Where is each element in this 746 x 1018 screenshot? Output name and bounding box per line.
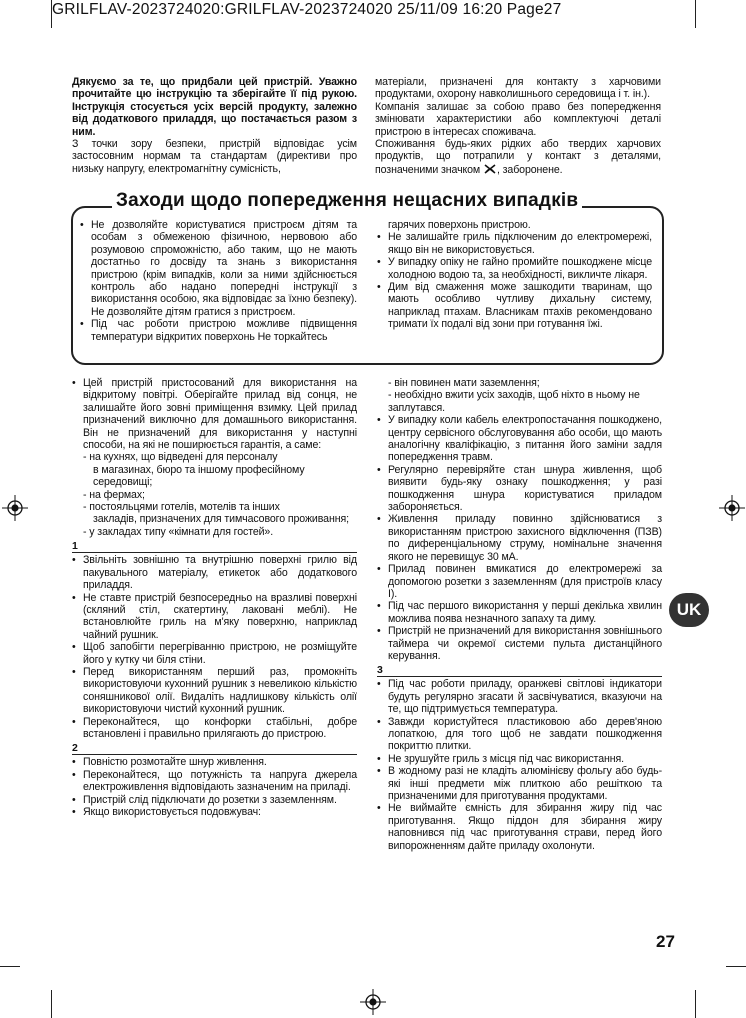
intro-food: Споживання будь-яких рідких або твердих харчових продуктів, що потрапили у контакт з деталями, позначеними значком , заборонене. xyxy=(375,138,661,176)
warning-item: • У випадку опіку не гайно промийте пошкоджене місце холодною водою та, за необхідності, викличте лікаря. xyxy=(377,256,652,281)
warning-item: • Дим від смаження може зашкодити тваринам, що мають особливо чутливу дихальну систему, наприклад птахам. Власникам птахів рекомендовано тримати їх подалі від зони при готування їжі. xyxy=(377,281,652,331)
usage-exclusion-cont: закладів, призначених для тимчасового проживання; xyxy=(93,513,349,526)
list-item: • Живлення приладу повинно здійснюватися з використанням пристрою захисного відключення (ПЗВ) по диференціальному струму, номінальне значення якого не перевищує 30 мА. xyxy=(377,513,662,563)
warning-right-column xyxy=(377,219,652,331)
crop-mark xyxy=(51,0,52,28)
list-item: • Переконайтеся, що конфорки стабільні, добре встановлені і правильно прилягають до пристрою. xyxy=(72,716,357,741)
registration-mark-icon xyxy=(2,495,28,521)
intro-left xyxy=(72,76,357,175)
list-item: • Регулярно перевіряйте стан шнура живлення, щоб виявити будь-яку ознаку пошкодження; у разі пошкодження шнура користуватися приладом забороняється. xyxy=(377,464,662,514)
list-item: • Завжди користуйтеся пластиковою або дерев'яною лопаткою, для того щоб не завдати пошкодження покриттю плитки. xyxy=(377,716,662,753)
crop-mark xyxy=(0,966,20,967)
warning-title: Заходи щодо попередження нещасних випадків xyxy=(112,190,582,212)
list-item: • Під час першого використання у перші декілька хвилин можлива поява незначного запаху та диму. xyxy=(377,600,662,625)
warning-item: • Не залишайте гриль підключеним до електромережі, якщо він не використовується. xyxy=(377,231,652,256)
list-item: • Під час роботи приладу, оранжеві світлові індикатори будуть регулярно згасати й засвічуватися, вказуючи на те, що підтримується температура. xyxy=(377,678,662,715)
usage-exclusion: - на фермах; xyxy=(83,488,145,501)
usage-exclusion: - у закладах типу «кімнати для гостей». xyxy=(83,525,274,538)
usage-exclusion: - на кухнях, що відведені для персоналу xyxy=(83,451,278,464)
crop-mark xyxy=(695,990,696,1018)
list-item: • Перед використанням перший раз, промокніть використовуючи кухонний рушник з невеликою кількістю соняшникової олії. Видаліть надлишкову кількість олії використовуючи чистий кухонний рушник. xyxy=(72,666,357,716)
usage-exclusion-cont: в магазинах, бюро та іншому професійному середовищі; xyxy=(93,463,305,489)
list-item: • Переконайтеся, що потужність та напруга джерела електроживлення відповідають зазначеним на приладі. xyxy=(72,769,357,794)
list-item: • Повністю розмотайте шнур живлення. xyxy=(72,756,357,768)
warning-continuation: гарячих поверхонь пристрою. xyxy=(388,219,531,231)
intro-materials: матеріали, призначені для контакту з харчовими продуктами, охорону навколишнього середовища і т. ін.). xyxy=(375,76,661,101)
list-item: • В жодному разі не кладіть алюмінієву фольгу або будь-які інші предмети між плиткою або решіткою та призначеними для приготування продуктами. xyxy=(377,765,662,802)
list-item: • Якщо використовується подовжувач: xyxy=(72,806,357,818)
extension-requirement: - необхідно вжити усіх заходів, щоб ніхто в ньому не заплутався. xyxy=(388,389,640,414)
intro-right xyxy=(375,76,661,176)
list-item: • Не зрушуйте гриль з місця під час використання. xyxy=(377,753,662,765)
warning-item: • Не дозволяйте користуватися пристроєм дітям та особам з обмеженою фізичною, нервовою або розумовою спроможністю, або таким, що не мають достатньо го досвіду та знань з використання пристрою (крім випадків, коли за ними здійснюється контроль або надано попередні інструкції з використання особою, яка відповідає за їхню безпеку). Не дозволяйте дітям гратися з пристроєм. xyxy=(80,219,357,318)
section-number-3: 3 xyxy=(377,664,662,677)
left-column xyxy=(72,377,357,818)
extension-requirement: - він повинен мати заземлення; xyxy=(388,377,540,389)
list-item: • Не виймайте ємність для збирання жиру під час приготування. Якщо піддон для збирання жиру наповнився під час приготування страви, перед його випорожненням дайте приладу охолонути. xyxy=(377,802,662,852)
warning-item: • Під час роботи пристрою можливе підвищення температури відкритих поверхонь Не торкайтесь xyxy=(80,318,357,343)
crop-mark xyxy=(726,966,746,967)
language-tab: UK xyxy=(669,593,709,627)
list-item: • Пристрій не призначений для використання зовнішнього таймера чи окремої системи пульта дистанційного керування. xyxy=(377,625,662,662)
warning-left-column xyxy=(80,219,357,343)
page-number: 27 xyxy=(656,932,675,951)
list-item: • Пристрій слід підключати до розетки з заземленням. xyxy=(72,794,357,806)
list-item: • Прилад повинен вмикатися до електромережі за допомогою розетки з заземленням (для пристроїв класу I). xyxy=(377,563,662,600)
registration-mark-icon xyxy=(719,495,745,521)
list-item: • Щоб запобігти перегріванню пристрою, не розміщуйте його у кутку чи біля стіни. xyxy=(72,641,357,666)
intro-company: Компанія залишає за собою право без попередження змінювати характеристики або комплектуючі деталі пристрою в інтересах споживача. xyxy=(375,100,661,138)
crop-mark xyxy=(695,0,696,28)
print-header: GRILFLAV-2023724020:GRILFLAV-2023724020 25/11/09 16:20 Page27 xyxy=(52,1,562,18)
crossed-food-icon xyxy=(483,163,497,174)
registration-mark-icon xyxy=(360,989,386,1015)
intro-bold: Дякуємо за те, що придбали цей пристрій. Уважно прочитайте цю інструкцію та зберігайте її під рукою. Інструкція стосується усіх версій продукту, залежно від додаткового приладдя, що постачається разом з ним. xyxy=(72,76,357,138)
section-number-2: 2 xyxy=(72,742,357,755)
list-item: • Цей пристрій пристосований для використання на відкритому повітрі. Оберігайте прилад від сонця, не залишайте його зовні приміщення взимку. Цей прилад призначений виключно для домашнього використання. Він не призначений для використання у наступні способи, на які не поширюється гарантія, а саме: xyxy=(72,377,357,451)
intro-safety: З точки зору безпеки, пристрій відповідає усім застосовним нормам та стандартам (директиви про низьку напругу, електромагнітну сумісність, xyxy=(72,138,357,175)
list-item: • Не ставте пристрій безпосередньо на вразливі поверхні (скляний стіл, скатертину, лаковані меблі). Не встановлюйте гриль на м'яку поверхню, наприклад чайний рушник. xyxy=(72,592,357,642)
right-column xyxy=(377,377,662,852)
list-item: • У випадку коли кабель електропостачання пошкоджено, центру сервісного обслуговування або особи, що мають аналогічну кваліфікацію, з питання його заміни задля попередження травм. xyxy=(377,414,662,464)
section-number-1: 1 xyxy=(72,540,357,553)
usage-exclusion: - постояльцями готелів, мотелів та інших xyxy=(83,501,280,514)
crop-mark xyxy=(51,990,52,1018)
list-item: • Звільніть зовнішню та внутрішню поверхні грилю від пакувального матеріалу, етикеток або додаткового приладдя. xyxy=(72,554,357,591)
